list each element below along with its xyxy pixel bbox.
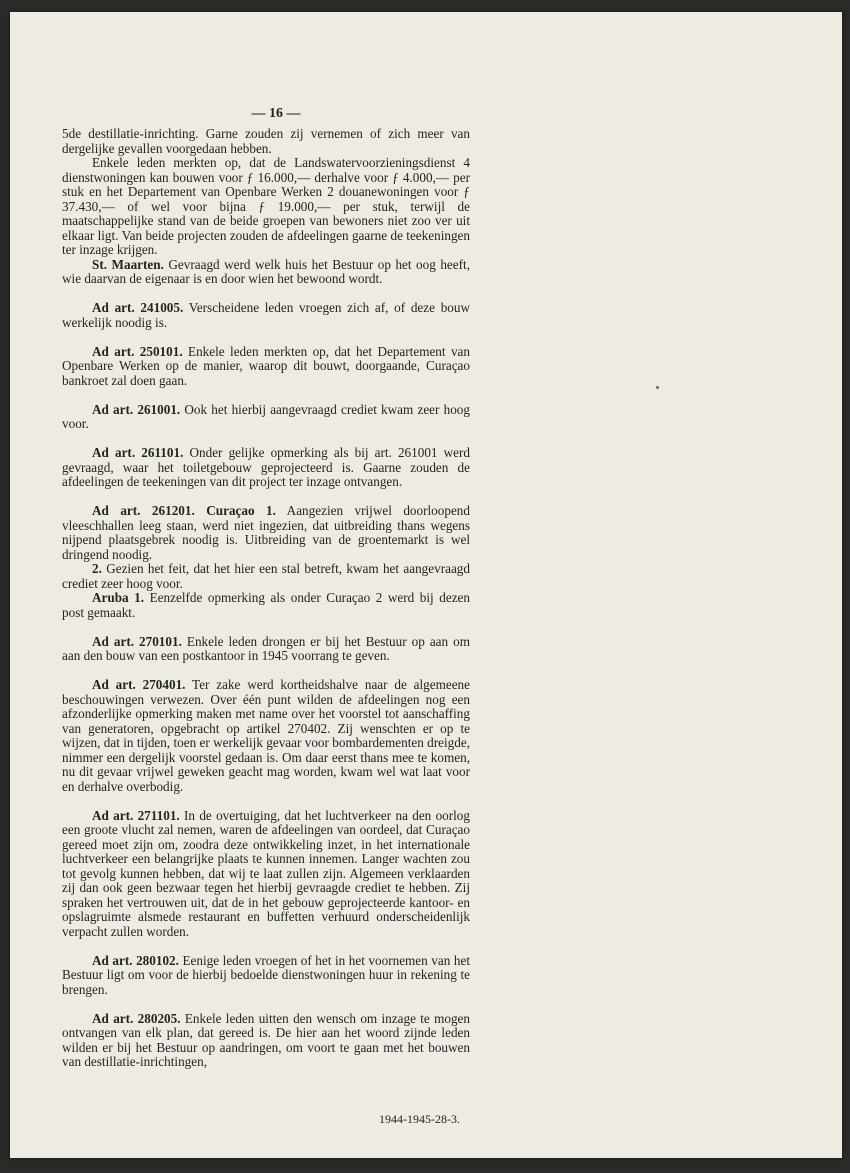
document-page [10, 12, 842, 1158]
paragraph-art-261001 [62, 403, 470, 432]
paragraph-text: Enkele leden drongen er bij het Bestuur op aan om aan den bouw van een postkantoor in 1945 voorrang te geven. [62, 633, 470, 663]
paragraph-text: Verscheidene leden vroegen zich af, of deze bouw werkelijk noodig is. [62, 300, 470, 330]
paragraph-continuation [62, 127, 470, 156]
paragraph-lead: Ad art. 261201. Curaçao 1. [92, 503, 276, 518]
paragraph-art-261201 [62, 504, 470, 562]
paragraph-text: Ter zake werd kortheidshalve naar de algemeene beschouwingen verwezen. Over één punt wilden de afdeelingen nog een afzonderlijke opmerking maken met name over het voorstel tot aanschaffing van generatoren, opgebracht op artikel 270402. Zij wenschten er op te wijzen, dat in tijden, toen er werkelijk gevaar voor bombardementen dreigde, nimmer een dergelijk voorstel gedaan is. Om daar eerst thans mee te komen, nu dit gevaar vrijwel geweken geacht mag worden, kwam wel wat laat voor en derhalve overbodig. [62, 677, 470, 794]
paragraph-aruba-1 [62, 591, 470, 620]
paragraph-text: Enkele leden uitten den wensch om inzage te mogen ontvangen van elk plan, dat gereed is. De hier aan het woord zijnde leden wilden er bij het Bestuur op aandringen, om voort te gaan met het bouwen van destillatie-inrichtingen, [62, 1010, 471, 1069]
paragraph-text: Gevraagd werd welk huis het Bestuur op het oog heeft, wie daarvan de eigenaar is en door wien het bewoond wordt. [62, 256, 470, 286]
paragraph-art-250101 [62, 345, 470, 389]
paragraph-art-241005 [62, 301, 470, 330]
paragraph-text: Onder gelijke opmerking als bij art. 261001 werd gevraagd, waar het toiletgebouw geprojecteerd is. Gaarne zouden de afdeelingen de teekeningen van dit project ter inzage ontvangen. [62, 445, 471, 489]
paragraph-lead: Ad art. 280102. [92, 952, 179, 968]
paragraph-text: Eenzelfde opmerking als onder Curaçao 2 werd bij dezen post gemaakt. [62, 590, 470, 620]
paragraph-text: Enkele leden merkten op, dat de Landswatervoorzieningsdienst 4 dienstwoningen kan bouwen voor ƒ 16.000,— derhalve voor ƒ 4.000,— per stuk en het Departement van Openbare Werken 2 douanewoningen voor ƒ 37.430,— of wel voor bijna ƒ 19.000,— per stuk, terwijl de maatschappelijke stand van de beide groepen van bewoners niet zoo ver uit elkaar ligt. Van beide projecten zouden de afdeelingen gaarne de teekeningen ter inzage krijgen. [62, 155, 470, 257]
paper-speck [656, 386, 659, 389]
paragraph-lead: Ad art. 241005. [92, 300, 184, 315]
paragraph-text: In de overtuiging, dat het luchtverkeer na den oorlog een groote vlucht zal nemen, waren de afdeelingen van oordeel, dat Curaçao gereed moet zijn om, zoodra deze ontwikkeling inzet, in het internationale luchtverkeer een belangrijke plaats te kunnen innemen. Langer wachten zou tot gevolg kunnen hebben, dat wij te laat zullen zijn. Algemeen verklaarden zij dan ook geen bezwaar tegen het hierbij gevraagde crediet te hebben. Zij spraken het vertrouwen uit, dat de in het gebouw geprojecteerde kantoor- en opslagruimte alsmede restaurant en buffetten verhuurd onderscheidenlijk verpacht zullen worden. [62, 807, 470, 939]
paragraph-text: Eenige leden vroegen of het in het voornemen van het Bestuur ligt om voor de hierbij bedoelde dienstwoningen huur in rekening te brengen. [62, 952, 470, 997]
paragraph-art-261101 [62, 446, 470, 490]
paragraph-lead: Ad art. 280205. [92, 1010, 181, 1026]
paragraph-lead: St. Maarten. [92, 256, 164, 272]
paragraph-text: Enkele leden merkten op, dat het Departement van Openbare Werken op de manier, waarop dit bouwt, doorgaande, Curaçao bankroet zal doen gaan. [62, 343, 470, 388]
paragraph-art-271101 [62, 809, 470, 940]
paragraph-lead: Ad art. 270101. [92, 633, 182, 649]
paragraph-lead: Ad art. 250101. [92, 343, 183, 359]
paragraph-lead: Ad art. 270401. [92, 677, 186, 692]
paragraph-text: Ook het hierbij aangevraagd crediet kwam zeer hoog voor. [62, 401, 470, 431]
paragraph-landswater [62, 156, 470, 258]
paragraph-art-280205 [62, 1012, 470, 1070]
paragraph-curacao-2 [62, 562, 470, 591]
paragraph-text: Aangezien vrijwel doorloopend vleeschhallen leeg staan, werd niet ingezien, dat uitbreiding thans wegens nijpend plaatsgebrek noodig is. Uitbreiding van de groentemarkt is wel dringend noodig. [62, 503, 470, 562]
paragraph-st-maarten [62, 258, 470, 287]
paragraph-text: 5de destillatie-inrichting. Garne zouden zij vernemen of zich meer van dergelijke gevallen voorgedaan hebben. [62, 126, 470, 156]
paragraph-lead: 2. [92, 561, 102, 576]
paragraph-art-270101 [62, 635, 470, 664]
paragraph-lead: Aruba 1. [92, 590, 145, 605]
paragraph-lead: Ad art. 271101. [92, 807, 180, 823]
paragraph-text: Gezien het feit, dat het hier een stal betreft, kwam het aangevraagd crediet zeer hoog voor. [62, 561, 470, 591]
footer-code: 1944-1945-28-3. [379, 1112, 460, 1126]
paragraph-lead: Ad art. 261101. [92, 445, 184, 460]
body-text [62, 127, 470, 1070]
paragraph-art-270401 [62, 678, 470, 794]
paragraph-lead: Ad art. 261001. [92, 401, 181, 417]
paragraph-art-280102 [62, 954, 470, 998]
page-number: — 16 — [251, 106, 301, 121]
